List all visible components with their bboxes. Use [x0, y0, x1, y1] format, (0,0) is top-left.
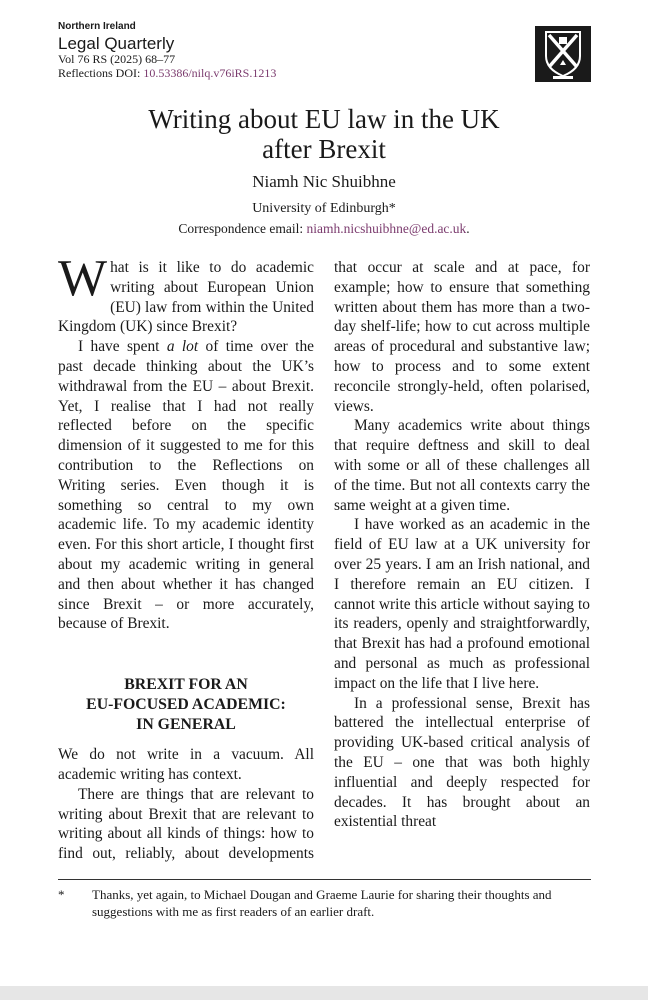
- university-crest-icon: [535, 26, 591, 82]
- paragraph-text: hat is it like to do academic writing about European Union (EU) law from within the United Kingdom (UK) since Brexit?: [58, 259, 314, 336]
- paragraph: I have worked as an academic in the field of EU law at a UK university for over 25 years. I am an Irish national, and I therefore remain an EU citizen. I cannot write this article without saying to its readers, openly and straightforwardly, that Brexit has had a profound emotional and personal as much as professional impact on the life that I live here.: [334, 516, 590, 692]
- journal-header: [58, 21, 276, 81]
- correspondence-label: Correspondence email:: [178, 221, 307, 236]
- paragraph-text: of time over the past decade thinking about the UK’s withdrawal from the EU – about Brexit. Yet, I realise that I had not really reflected before on the specific dimension of it suggested to me for this contribution to the Reflections on Writing series. Even though it is something so central to my own academic life. To my academic identity even. For this short article, I thought first about my academic writing in general and then about whether it has changed since Brexit – or more accurately, because of Brexit.: [58, 338, 314, 633]
- paragraph: There are things that are relevant to writing about Brexit that are relevant to writing about all kinds of things: how to find out, reliably, about developments: [58, 785, 314, 863]
- paragraph: [58, 250, 314, 337]
- doi-line: [58, 67, 276, 81]
- section-heading: [58, 675, 314, 735]
- emphasis: a lot: [166, 338, 199, 356]
- title-line-1: Writing about EU law in the UK: [148, 104, 500, 134]
- journal-volume: Vol 76 RS (2025) 68–77: [58, 52, 176, 67]
- paragraph: [58, 337, 314, 634]
- doi-link[interactable]: 10.53386/nilq.v76iRS.1213: [143, 65, 277, 80]
- paragraph-text: I have spent: [78, 338, 167, 356]
- paragraph: Many academics write about things that require deftness and skill to deal with some or all of these challenges all of the time. But not all contexts carry the same weight at a given time.: [334, 417, 590, 514]
- paragraph-continued: that occur at scale and at pace, for example; how to ensure that something written about them has more than a two-day shelf-life; how to cut across multiple areas of procedural and substantive law; how to process and to some extent reconcile strongly-held, often polarised, views.: [334, 259, 590, 415]
- author-name: Niamh Nic Shuibhne: [252, 172, 396, 191]
- correspondence: [0, 221, 648, 237]
- author-affiliation: University of Edinburgh*: [252, 201, 396, 216]
- heading-line: BREXIT FOR AN: [124, 676, 248, 694]
- footnote-text: Thanks, yet again, to Michael Dougan and Graeme Laurie for sharing their thoughts and suggestions with me as first readers of an earlier draft.: [92, 887, 552, 919]
- heading-line: IN GENERAL: [136, 716, 236, 734]
- footnote: [58, 886, 598, 920]
- title-line-2: after Brexit: [262, 134, 386, 164]
- column-right: [334, 258, 590, 832]
- doi-label: Reflections DOI:: [58, 65, 144, 80]
- email-link[interactable]: niamh.nicshuibhne@ed.ac.uk: [306, 221, 467, 236]
- journal-name: Legal Quarterly: [58, 33, 175, 53]
- column-left: [58, 250, 314, 864]
- email-suffix: .: [466, 221, 470, 236]
- footnote-rule: [58, 879, 591, 880]
- heading-line: EU-FOCUSED ACADEMIC:: [86, 696, 286, 714]
- footnote-mark: *: [58, 887, 65, 902]
- drop-cap: W: [58, 250, 108, 307]
- paragraph: In a professional sense, Brexit has battered the intellectual enterprise of providing UK-based critical analysis of the EU – one that was both highly influential and deeply respected for decades. It has brought about an existential threat: [334, 694, 590, 831]
- article-title: [0, 104, 648, 164]
- paragraph: We do not write in a vacuum. All academic writing has context.: [58, 746, 314, 783]
- journal-region: Northern Ireland: [58, 21, 136, 32]
